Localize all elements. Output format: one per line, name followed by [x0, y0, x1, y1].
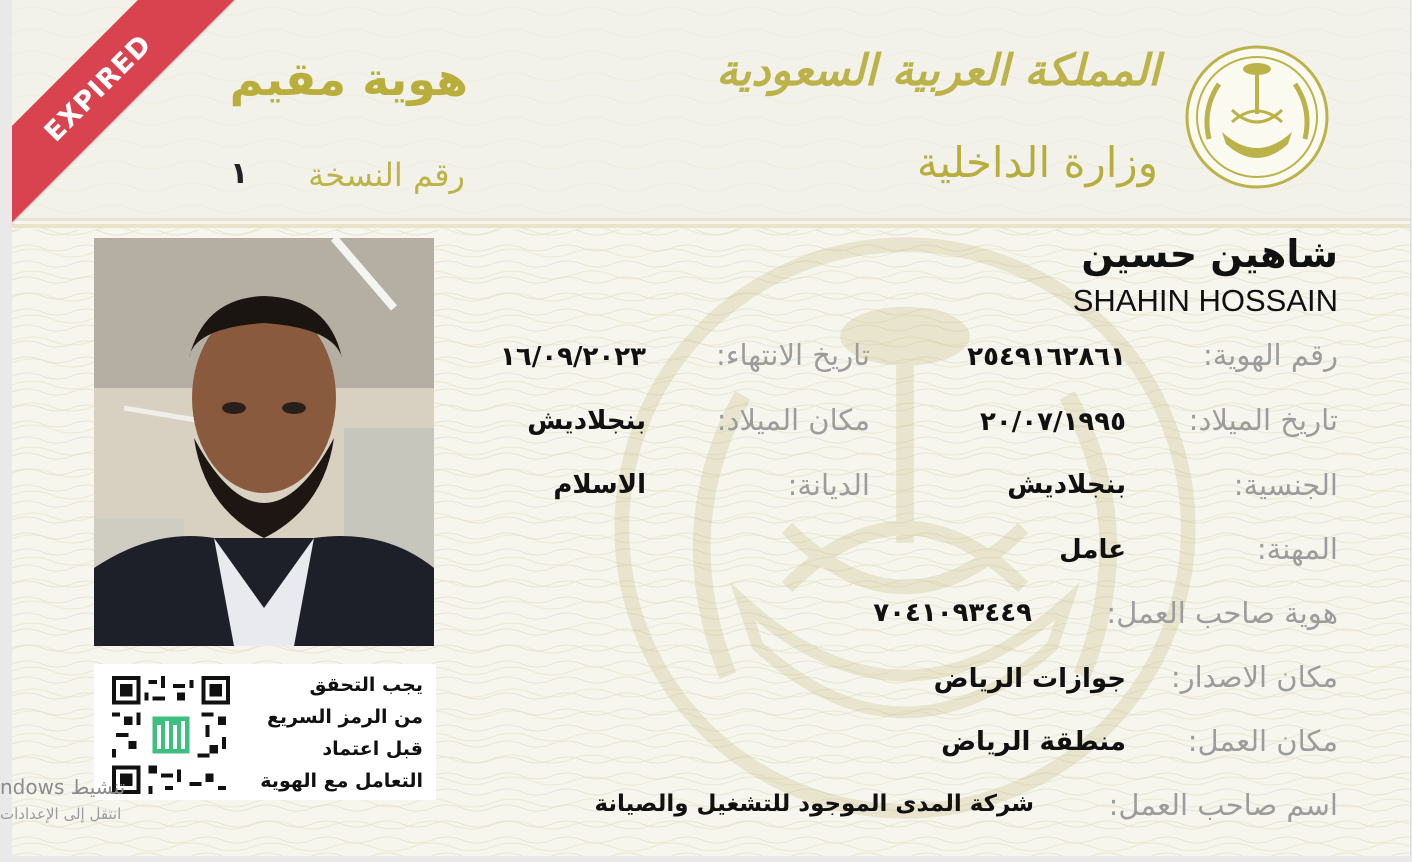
qr-verification-notice	[233, 669, 423, 797]
religion-value: الاسلام	[553, 470, 646, 500]
profession-label: المهنة:	[1256, 532, 1338, 566]
qr-notice-line: من الرمز السريع	[266, 706, 423, 728]
id-number-value: ٢٥٤٩١٦٢٨٦١	[967, 342, 1126, 372]
issue-place-label: مكان الاصدار:	[1170, 660, 1338, 694]
expiry-value: ١٦/٠٩/٢٠٢٣	[500, 342, 646, 372]
work-place-label: مكان العمل:	[1187, 724, 1338, 758]
holder-name-arabic: شاهين حسين	[1081, 232, 1338, 276]
iqama-card	[12, 0, 1411, 856]
card-title: هوية مقيم	[229, 52, 468, 106]
kingdom-name: المملكة العربية السعودية	[716, 46, 1160, 96]
dob-value: ٢٠/٠٧/١٩٩٥	[980, 407, 1126, 437]
nationality-value: بنجلاديش	[1007, 470, 1126, 500]
pob-label: مكان الميلاد:	[716, 403, 870, 437]
holder-photo	[94, 238, 434, 646]
employer-id-label: هوية صاحب العمل:	[1106, 596, 1338, 630]
qr-notice-line: التعامل مع الهوية	[260, 770, 423, 792]
header-divider	[12, 224, 1410, 228]
expired-ribbon: EXPIRED	[12, 0, 235, 225]
employer-name-value: شركة المدى الموجود للتشغيل والصيانة	[594, 791, 1034, 817]
expiry-label: تاريخ الانتهاء:	[716, 338, 870, 372]
nationality-label: الجنسية:	[1233, 468, 1338, 502]
ministry-name: وزارة الداخلية	[916, 138, 1158, 187]
profession-value: عامل	[1059, 535, 1126, 565]
activate-windows-watermark: ndows تنشيط	[0, 775, 126, 799]
employer-name-label: اسم صاحب العمل:	[1108, 788, 1338, 822]
qr-notice-line: قبل اعتماد	[322, 738, 423, 760]
work-place-value: منطقة الرياض	[941, 727, 1126, 757]
religion-label: الديانة:	[787, 468, 870, 502]
qr-code-icon[interactable]	[112, 676, 230, 794]
version-label: رقم النسخة	[308, 156, 465, 194]
holder-name-english: SHAHIN HOSSAIN	[1072, 283, 1338, 318]
qr-notice-line: يجب التحقق	[309, 674, 423, 696]
pob-value: بنجلاديش	[527, 406, 646, 436]
id-number-label: رقم الهوية:	[1202, 338, 1338, 372]
ministry-emblem-icon	[1184, 44, 1330, 190]
dob-label: تاريخ الميلاد:	[1188, 403, 1338, 437]
employer-id-value: ٧٠٤١٠٩٣٤٤٩	[873, 598, 1032, 628]
activate-windows-settings-hint: انتقل إلى الإعدادات	[0, 805, 122, 823]
version-value: ١	[230, 156, 249, 191]
issue-place-value: جوازات الرياض	[933, 664, 1126, 694]
